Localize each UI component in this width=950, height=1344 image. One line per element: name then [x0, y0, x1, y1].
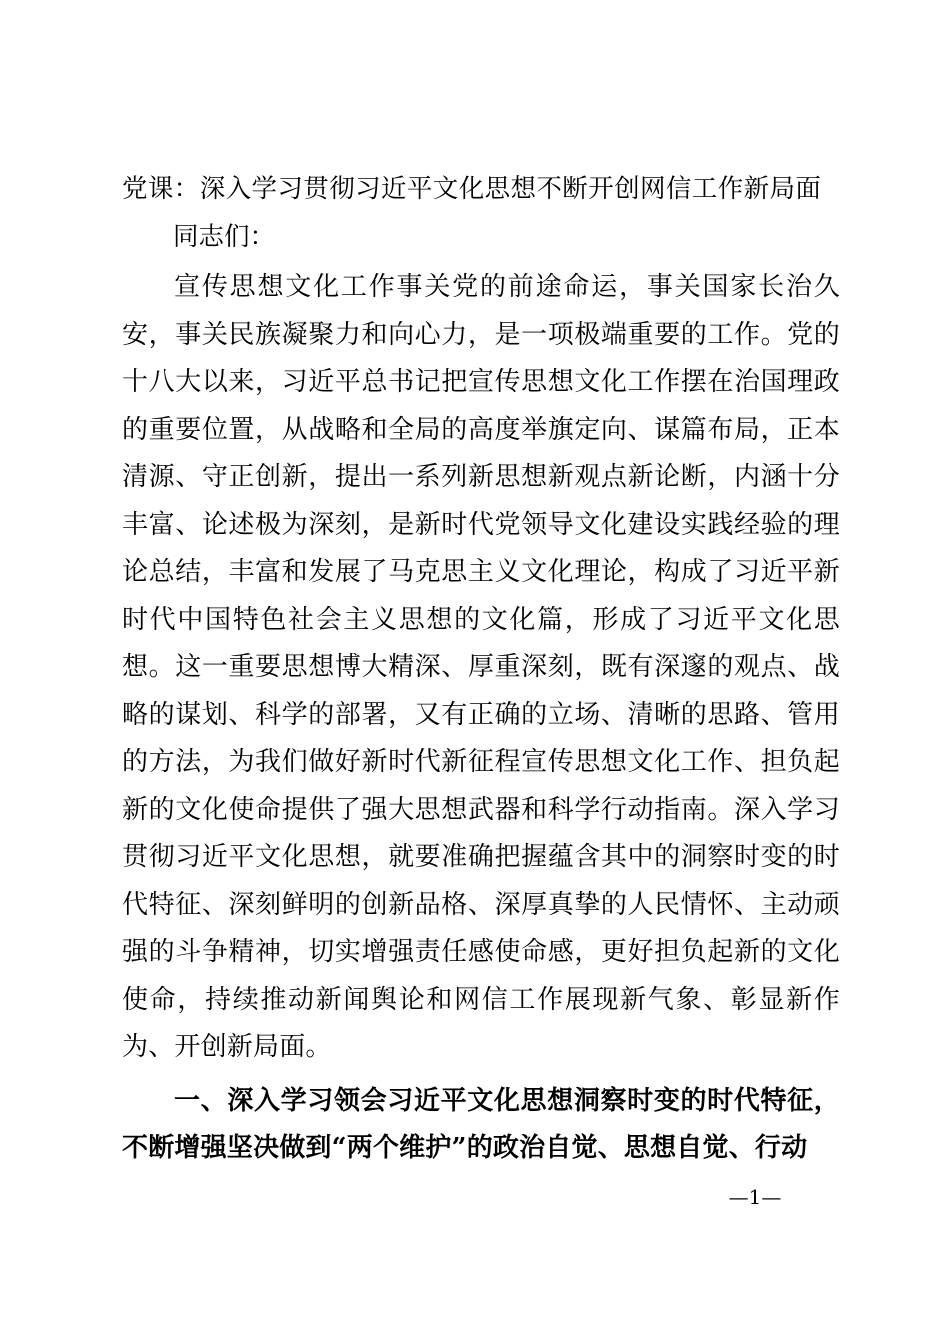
document-title: 党课：深入学习贯彻习近平文化思想不断开创网信工作新局面	[122, 174, 822, 204]
paragraph-1: 宣传思想文化工作事关党的前途命运，事关国家长治久安，事关民族凝聚力和向心力，是一项极端重要的工作。党的十八大以来，习近平总书记把宣传思想文化工作摆在治国理政的重要位置，从战略和全局的高度举旗定向、谋篇布局，正本清源、守正创新，提出一系列新思想新观点新论断，内涵十分丰富、论述极为深刻，是新时代党领导文化建设实践经验的理论总结，丰富和发展了马克思主义文化理论，构成了习近平新时代中国特色社会主义思想的文化篇，形成了习近平文化思想。这一重要思想博大精深、厚重深刻，既有深邃的观点、战略的谋划、科学的部署，又有正确的立场、清晰的思路、管用的方法，为我们做好新时代新征程宣传思想文化工作、担负起新的文化使命提供了强大思想武器和科学行动指南。深入学习贯彻习近平文化思想，就要准确把握蕴含其中的洞察时变的时代特征、深刻鲜明的创新品格、深厚真挚的人民情怀、主动顽强的斗争精神，切实增强责任感使命感，更好担负起新的文化使命，持续推动新闻舆论和网信工作展现新气象、彰显新作为、开创新局面。	[122, 272, 840, 1062]
section-heading-1: 一、深入学习领会习近平文化思想洞察时变的时代特征，不断增强坚决做到“两个维护”的政治自觉、思想自觉、行动	[122, 1085, 840, 1163]
document-body	[122, 168, 840, 1173]
salutation: 同志们：	[173, 222, 276, 252]
page-number: —1—	[728, 1185, 782, 1209]
